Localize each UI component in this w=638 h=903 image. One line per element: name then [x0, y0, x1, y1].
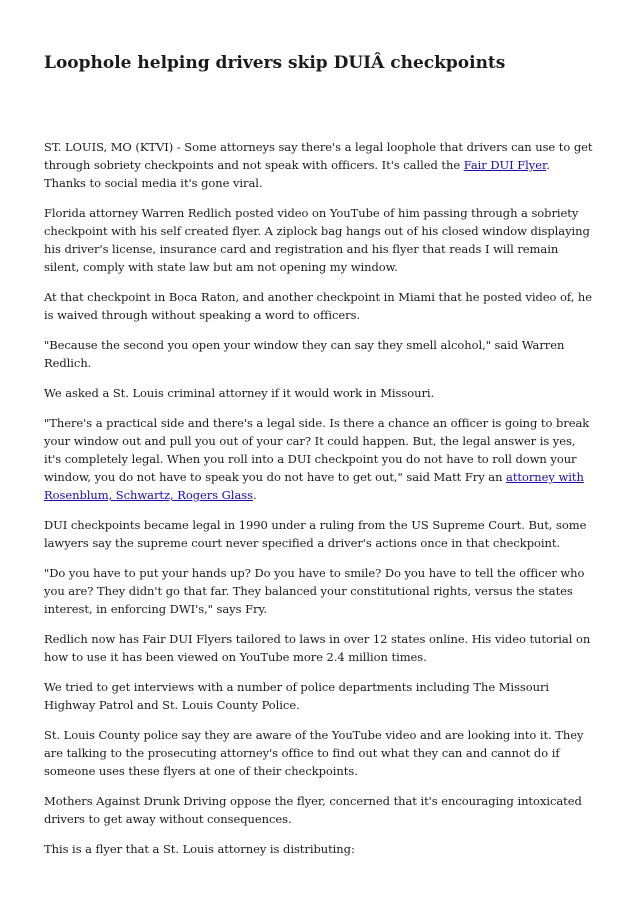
rosenblum-attorney-link[interactable]: attorney with Rosenblum, Schwartz, Rogers Glass	[44, 470, 584, 502]
paragraph-constitutional-rights: "Do you have to put your hands up? Do you have to smile? Do you have to tell the officer who you are? They didn't go that far. They balanced your constitutional rights, versus the states interest, in enforcing DWI's," says Fry.	[44, 566, 585, 616]
paragraph-flyer-intro: This is a flyer that a St. Louis attorney is distributing:	[44, 842, 355, 856]
paragraph-redlich-quote: "Because the second you open your window they can say they smell alcohol," said Warren Redlich.	[44, 338, 565, 370]
paragraph-text: .	[252, 488, 257, 502]
paragraph-police-interviews: We tried to get interviews with a number of police departments including The Missouri Highway Patrol and St. Louis County Police.	[44, 680, 550, 712]
paragraph-flyers-online: Redlich now has Fair DUI Flyers tailored to laws in over 12 states online. His video tutorial on how to use it has been viewed on YouTube more 2.4 million times.	[44, 632, 591, 664]
paragraph-boca-raton: At that checkpoint in Boca Raton, and another checkpoint in Miami that he posted video of, he is waived through without speaking a word to officers.	[44, 290, 593, 322]
fair-dui-flyer-link[interactable]: Fair DUI Flyer	[463, 158, 547, 172]
paragraph-supreme-court: DUI checkpoints became legal in 1990 under a ruling from the US Supreme Court. But, some lawyers say the supreme court never specified a driver's actions once in that checkpoint.	[44, 518, 587, 550]
paragraph-florida-attorney: Florida attorney Warren Redlich posted video on YouTube of him passing through a sobriety checkpoint with his self created flyer. A ziplock bag hangs out of his closed window displaying his driver's license, insurance card and registration and his flyer that reads I will remain silent, comply with state law but am not opening my window.	[44, 206, 590, 274]
paragraph-text: . Thanks to social media it's gone viral.	[44, 158, 550, 190]
page-title: Loophole helping drivers skip DUIÂ checkpoints	[44, 53, 506, 73]
paragraph-text: "There's a practical side and there's a legal side. Is there a chance an officer is going to break your window out and pull you out of your car? It could happen. But, the legal answer is yes, it's completely legal. When you roll into a DUI checkpoint you do not have to roll down your window, you do not have to speak you do not have to get out," said Matt Fry an	[44, 416, 590, 484]
paragraph-intro	[44, 138, 594, 192]
paragraph-missouri-question: We asked a St. Louis criminal attorney if it would work in Missouri.	[44, 386, 435, 400]
paragraph-madd: Mothers Against Drunk Driving oppose the flyer, concerned that it's encouraging intoxicated drivers to get away without consequences.	[44, 794, 582, 826]
paragraph-text: ST. LOUIS, MO (KTVI) - Some attorneys say there's a legal loophole that drivers can use to get through sobriety checkpoints and not speak with officers. It's called the	[44, 140, 593, 172]
paragraph-county-police: St. Louis County police say they are aware of the YouTube video and are looking into it. They are talking to the prosecuting attorney's office to find out what they can and cannot do if someone uses these flyers at one of their checkpoints.	[44, 728, 584, 778]
paragraph-fry-quote	[44, 414, 594, 504]
